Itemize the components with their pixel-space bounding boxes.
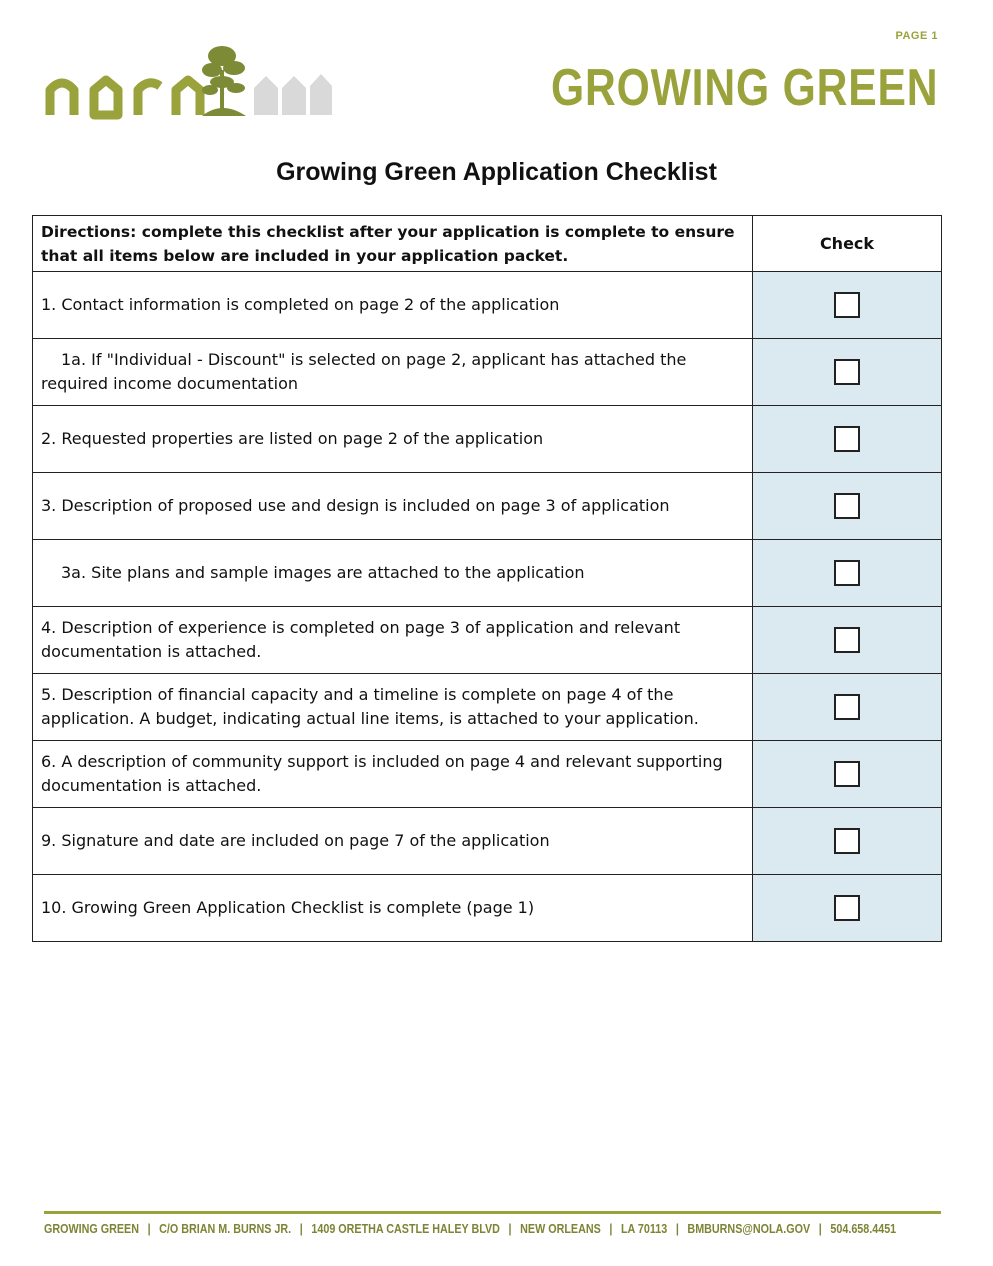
footer-separator: | xyxy=(675,1222,679,1236)
table-row xyxy=(33,875,942,942)
checklist-item xyxy=(33,339,753,406)
checklist-body xyxy=(33,272,942,942)
page-number: PAGE 1 xyxy=(895,30,938,42)
table-row xyxy=(33,674,942,741)
checklist-table xyxy=(32,215,942,942)
check-cell xyxy=(753,674,942,741)
item-text: 3a. Site plans and sample images are attached to the application xyxy=(61,563,585,582)
item-text: 9. Signature and date are included on page 7 of the application xyxy=(41,831,550,850)
check-cell xyxy=(753,406,942,473)
table-row xyxy=(33,339,942,406)
checkbox[interactable] xyxy=(834,560,860,586)
checklist-item xyxy=(33,674,753,741)
table-row xyxy=(33,540,942,607)
table-header-row xyxy=(33,216,942,272)
footer-separator: | xyxy=(147,1222,151,1236)
checkbox[interactable] xyxy=(834,694,860,720)
footer-separator: | xyxy=(299,1222,303,1236)
checkbox[interactable] xyxy=(834,493,860,519)
check-cell xyxy=(753,540,942,607)
table-row xyxy=(33,741,942,808)
footer-separator: | xyxy=(609,1222,613,1236)
item-text: 5. Description of financial capacity and a timeline is complete on page 4 of the application. A budget, indicating actual line items, is attached to your application. xyxy=(41,685,699,728)
checklist-item xyxy=(33,406,753,473)
brand-title: GROWING GREEN xyxy=(550,59,938,117)
checklist-item xyxy=(33,272,753,339)
nora-logo xyxy=(44,40,334,120)
document-title: Growing Green Application Checklist xyxy=(276,158,717,186)
checkbox[interactable] xyxy=(834,895,860,921)
checkbox[interactable] xyxy=(834,359,860,385)
checkbox[interactable] xyxy=(834,828,860,854)
checklist-item xyxy=(33,540,753,607)
footer-city: NEW ORLEANS xyxy=(520,1222,601,1236)
table-row xyxy=(33,808,942,875)
check-cell xyxy=(753,272,942,339)
checkbox[interactable] xyxy=(834,761,860,787)
check-cell xyxy=(753,473,942,540)
footer-street: 1409 ORETHA CASTLE HALEY BLVD xyxy=(311,1222,500,1236)
directions-text: Directions: complete this checklist after your application is complete to ensure that all items below are included in your application packet. xyxy=(33,216,753,272)
footer-contact-person: C/O BRIAN M. BURNS JR. xyxy=(159,1222,292,1236)
checklist-item xyxy=(33,875,753,942)
checklist-item xyxy=(33,808,753,875)
footer-separator: | xyxy=(508,1222,512,1236)
checklist-item xyxy=(33,473,753,540)
table-row xyxy=(33,272,942,339)
table-row xyxy=(33,473,942,540)
check-cell xyxy=(753,741,942,808)
item-text: 10. Growing Green Application Checklist is complete (page 1) xyxy=(41,898,535,917)
item-text: 1a. If "Individual - Discount" is selected on page 2, applicant has attached the required income documentation xyxy=(41,350,687,393)
check-cell xyxy=(753,339,942,406)
footer-email-link[interactable]: BMBURNS@NOLA.GOV xyxy=(687,1222,811,1236)
item-text: 2. Requested properties are listed on page 2 of the application xyxy=(41,429,544,448)
checklist-item xyxy=(33,607,753,674)
footer-divider xyxy=(44,1211,941,1214)
check-cell xyxy=(753,808,942,875)
item-text: 1. Contact information is completed on page 2 of the application xyxy=(41,295,560,314)
footer-org: GROWING GREEN xyxy=(44,1222,139,1236)
footer-phone: 504.658.4451 xyxy=(830,1222,897,1236)
check-cell xyxy=(753,607,942,674)
item-text: 3. Description of proposed use and design is included on page 3 of application xyxy=(41,496,670,515)
check-column-header: Check xyxy=(753,216,942,272)
item-text: 4. Description of experience is completed on page 3 of application and relevant documentation is attached. xyxy=(41,618,681,661)
checkbox[interactable] xyxy=(834,627,860,653)
table-row xyxy=(33,607,942,674)
table-row xyxy=(33,406,942,473)
item-text: 6. A description of community support is included on page 4 and relevant supporting documentation is attached. xyxy=(41,752,723,795)
footer-state-zip: LA 70113 xyxy=(620,1222,668,1236)
checkbox[interactable] xyxy=(834,292,860,318)
checkbox[interactable] xyxy=(834,426,860,452)
footer-separator: | xyxy=(818,1222,822,1236)
checklist-item xyxy=(33,741,753,808)
check-cell xyxy=(753,875,942,942)
footer-contact xyxy=(44,1222,897,1236)
